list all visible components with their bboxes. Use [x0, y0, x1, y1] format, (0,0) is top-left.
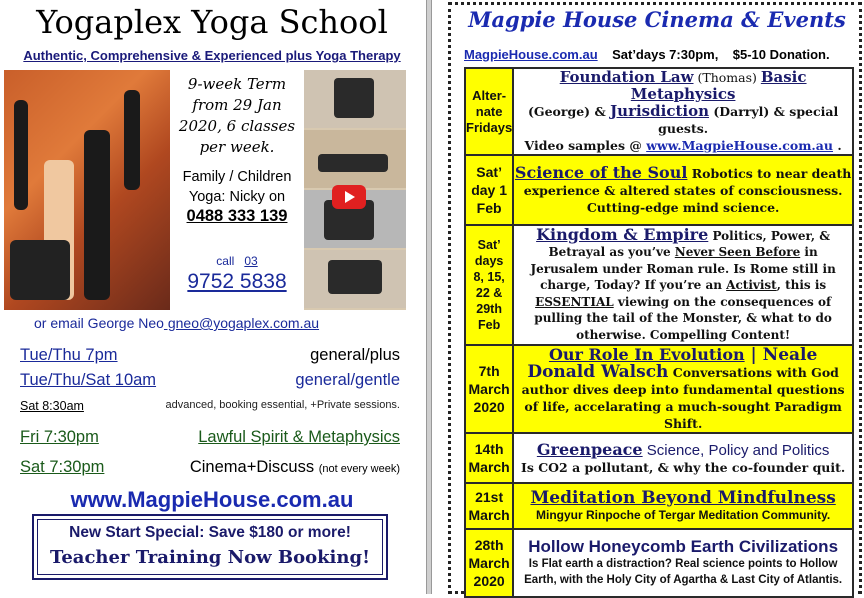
family-line: Yoga: Nicky on	[188, 189, 286, 205]
event-description	[513, 529, 853, 597]
event-date	[465, 433, 513, 483]
event-text: (Thomas)	[693, 70, 761, 85]
cinema-price: $5-10 Donation.	[732, 47, 830, 62]
youtube-play-icon[interactable]	[332, 185, 366, 209]
date-line: Sat’	[476, 164, 502, 180]
cinema-link[interactable]: MagpieHouse.com.au	[464, 47, 598, 62]
event-text: in Jerusalem under Roman rule. Is Rome still in charge, Today? If you’re an	[530, 245, 836, 293]
event-title: Our Role In Evolution	[548, 345, 745, 364]
event-description	[513, 433, 853, 483]
event-text: viewing on the consequences of pulling the tail of the Monster, & what to do otherwise. Compelling Content!	[534, 294, 832, 342]
schedule-time: Sat 7:30pm	[20, 458, 105, 476]
schedule-time: Tue/Thu 7pm	[20, 346, 118, 364]
term-line: 2020, 6 classes	[178, 117, 296, 135]
events-table	[464, 67, 854, 598]
call-label	[172, 254, 302, 268]
yoga-class-photo	[4, 70, 170, 310]
event-title: Greenpeace	[536, 439, 643, 459]
date-line: 28th	[474, 537, 504, 553]
schedule-time: Sat 8:30am	[20, 399, 84, 413]
page-divider	[426, 0, 432, 594]
email-line	[34, 315, 319, 331]
event-date	[465, 155, 513, 225]
event-title: Meditation Beyond Mindfulness	[530, 487, 836, 508]
family-line: Family / Children	[182, 169, 292, 185]
date-line: 14th	[474, 441, 504, 457]
family-yoga-info	[172, 167, 302, 207]
event-text: Activist	[726, 278, 777, 293]
cinema-header	[464, 47, 862, 62]
event-date	[465, 225, 513, 345]
event-row	[465, 345, 853, 433]
date-line: March	[468, 459, 510, 475]
event-text: Is Flat earth a distraction? Real science points to Hollow Earth, with the Holy City of Agartha & Last City of Atlantis.	[524, 557, 843, 586]
teacher-training: Teacher Training Now Booking!	[50, 547, 370, 568]
event-description	[513, 68, 853, 155]
event-text: Science, Policy and Politics	[642, 441, 830, 459]
event-title: Science of the Soul	[514, 163, 688, 182]
date-line: 7th	[478, 363, 500, 379]
event-link[interactable]: www.MagpieHouse.com.au	[646, 138, 833, 153]
date-line: Feb	[478, 318, 501, 332]
event-row	[465, 529, 853, 597]
schedule-class: advanced, booking essential, +Private sessions.	[165, 399, 400, 411]
event-date	[465, 529, 513, 597]
event-title: Jurisdiction	[610, 102, 709, 120]
schedule-note: (not every week)	[318, 463, 400, 475]
date-line: 29th	[476, 302, 502, 316]
schedule-class: general/gentle	[295, 371, 400, 389]
event-text: Conversations with God author dives deep into fundamental questions of life, accelarating a much-sought Paradigm Shift.	[521, 365, 845, 431]
area-code: 03	[244, 254, 258, 268]
schedule-row	[20, 371, 400, 391]
event-date	[465, 483, 513, 529]
event-title: Foundation Law	[559, 68, 694, 86]
event-row	[465, 155, 853, 225]
email-text: or email George Neo	[34, 315, 164, 331]
schedule-time: Fri 7:30pm	[20, 428, 99, 446]
date-line: Fridays	[466, 119, 513, 135]
call-text: call	[216, 254, 235, 268]
term-line: from 29 Jan	[192, 96, 282, 114]
schedule-class: general/plus	[310, 346, 400, 364]
event-text: (George) &	[528, 104, 611, 119]
schedule-class: Lawful Spirit & Metaphysics	[198, 428, 400, 446]
schedule-row	[20, 428, 400, 448]
term-info	[172, 74, 302, 158]
event-title: | Neale Donald Walsch	[527, 345, 818, 382]
schedule-row	[20, 399, 400, 415]
event-description	[513, 483, 853, 529]
schedule-time: Tue/Thu/Sat 10am	[20, 371, 157, 389]
event-title: Hollow Honeycomb Earth Civilizations	[528, 536, 839, 556]
nicky-phone[interactable]: 0488 333 139	[186, 207, 288, 225]
term-line: per week.	[199, 138, 275, 156]
schedule-row	[20, 458, 400, 478]
schedule-class-name: Cinema+Discuss	[189, 458, 315, 476]
cinema-title: Magpie House Cinema & Events	[468, 7, 846, 32]
date-line: March	[468, 507, 510, 523]
event-text: , this is	[776, 278, 827, 293]
event-text: .	[832, 138, 842, 153]
cinema-panel	[452, 5, 862, 590]
website-link[interactable]: www.MagpieHouse.com.au	[70, 487, 354, 512]
event-text: Is CO2 a pollutant, & why the co-founder quit.	[520, 459, 846, 475]
event-title: Basic Metaphysics	[630, 68, 807, 103]
event-text: Robotics to near death experience & altered states of consciousness. Cutting-edge mind science.	[523, 166, 852, 215]
event-row	[465, 433, 853, 483]
event-row	[465, 225, 853, 345]
event-text: Never Seen Before	[674, 245, 801, 260]
event-date	[465, 68, 513, 155]
date-line: Alter-	[472, 87, 507, 103]
date-line: nate	[475, 103, 503, 119]
date-line: days	[474, 254, 504, 268]
main-phone[interactable]: 9752 5838	[187, 270, 287, 293]
page-title: Yogaplex Yoga School	[36, 3, 388, 41]
date-line: March	[468, 381, 510, 397]
date-line: day 1	[471, 182, 508, 198]
event-text: Mingyur Rinpoche of Tergar Meditation Community.	[536, 507, 831, 522]
cinema-when: Sat’days 7:30pm,	[612, 47, 719, 62]
event-description	[513, 345, 853, 433]
schedule-row	[20, 346, 400, 366]
subtitle: Authentic, Comprehensive & Experienced plus Yoga Therapy	[23, 48, 401, 63]
date-line: 8, 15,	[473, 270, 505, 284]
event-row	[465, 483, 853, 529]
date-line: Sat’	[477, 238, 501, 252]
event-description	[513, 225, 853, 345]
special-offer: New Start Special: Save $180 or more!	[69, 524, 351, 541]
special-offer-box	[32, 514, 388, 580]
event-text: ESSENTIAL	[535, 294, 614, 309]
event-title: Kingdom & Empire	[536, 224, 709, 244]
event-text: (Darryl) & special guests.	[658, 104, 839, 136]
date-line: 21st	[475, 489, 504, 505]
date-line: Feb	[476, 200, 502, 216]
event-description	[513, 155, 853, 225]
schedule-class	[190, 458, 400, 477]
date-line: 2020	[473, 573, 505, 589]
date-line: 22 &	[475, 286, 503, 300]
yogaplex-panel	[0, 0, 424, 594]
event-row	[465, 68, 853, 155]
date-line: March	[468, 555, 510, 571]
email-link[interactable]: gneo@yogaplex.com.au	[163, 315, 320, 331]
event-date	[465, 345, 513, 433]
event-text: Video samples @	[524, 138, 647, 153]
date-line: 2020	[473, 399, 505, 415]
event-text: Politics, Power, & Betrayal as you’ve	[548, 228, 831, 260]
term-line: 9-week Term	[187, 75, 287, 93]
